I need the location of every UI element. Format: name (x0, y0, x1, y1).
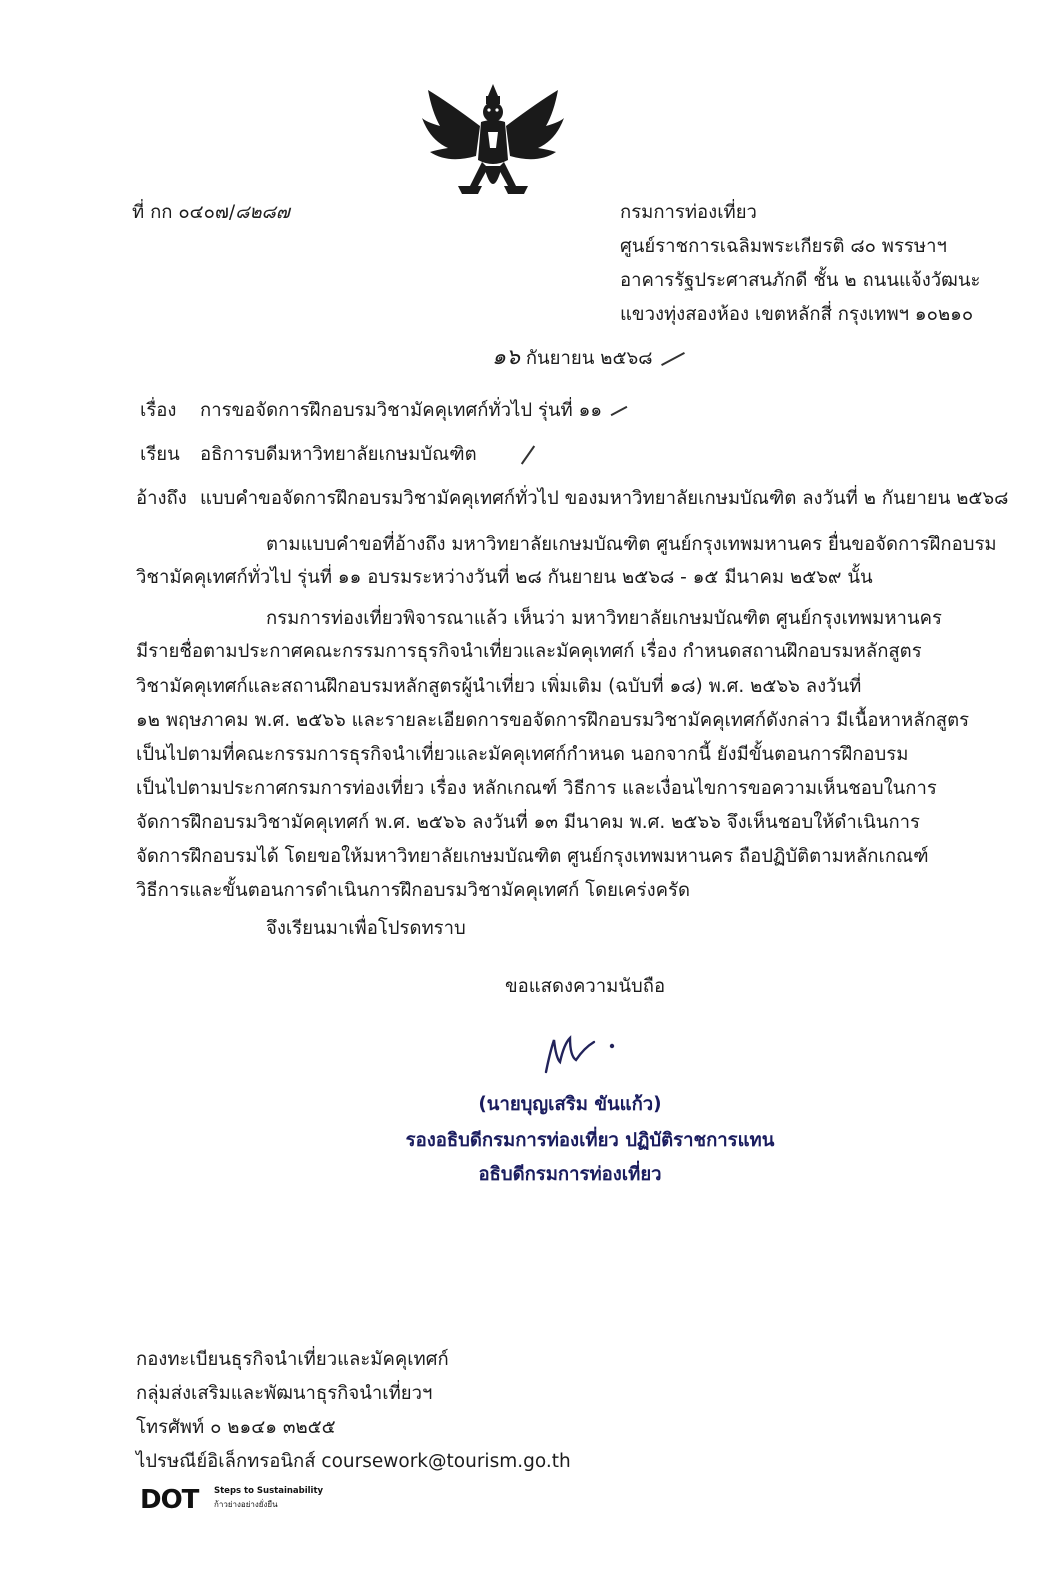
check-mark-icon (521, 445, 535, 464)
agency-address-line2: อาคารรัฐประศาสนภักดี ชั้น ๒ ถนนแจ้งวัฒนะ (620, 270, 981, 291)
date-month-year: กันยายน ๒๕๖๘ (519, 348, 653, 369)
body-paragraph-2-line-2: มีรายชื่อตามประกาศคณะกรรมการธุรกิจนำเที่ยวและมัคคุเทศก์ เรื่อง กำหนดสถานฝึกอบรมหลักสูตร (136, 641, 922, 662)
body-paragraph-2-line-9: วิธีการและขั้นตอนการดำเนินการฝึกอบรมวิชามัคคุเทศก์ โดยเคร่งครัด (136, 880, 690, 901)
body-paragraph-2-line-7: จัดการฝึกอบรมวิชามัคคุเทศก์ พ.ศ. ๒๕๖๖ ลงวันที่ ๑๓ มีนาคม พ.ศ. ๒๕๖๖ จึงเห็นชอบให้ดำเนินการ (136, 812, 920, 833)
subject-label: เรื่อง (140, 400, 177, 421)
footer-division: กองทะเบียนธุรกิจนำเที่ยวและมัคคุเทศก์ (136, 1349, 449, 1370)
subject-text (200, 398, 628, 424)
footer-email: ไปรษณีย์อิเล็กทรอนิกส์ coursework@tourism.go.th (136, 1451, 571, 1472)
signer-name: (นายบุญเสริม ขันแก้ว) (478, 1094, 662, 1115)
body-paragraph-1-line-1: ตามแบบคำขอที่อ้างถึง มหาวิทยาลัยเกษมบัณฑิต ศูนย์กรุงเทพมหานคร ยื่นขอจัดการฝึกอบรม (266, 534, 997, 555)
reference-number (132, 200, 290, 226)
dot-logo-tagline: Steps to Sustainability (214, 1486, 324, 1496)
body-paragraph-2-line-3: วิชามัคคุเทศก์และสถานฝึกอบรมหลักสูตรผู้นำเที่ยว เพิ่มเติม (ฉบับที่ ๑๘) พ.ศ. ๒๕๖๖ ลงวันที่ (136, 676, 862, 697)
check-mark-icon (611, 406, 628, 416)
agency-address-line3: แขวงทุ่งสองห้อง เขตหลักสี่ กรุงเทพฯ ๑๐๒๑๐ (620, 304, 974, 325)
letter-date (492, 345, 686, 372)
agency-name: กรมการท่องเที่ยว (620, 202, 757, 223)
recipient-value: อธิการบดีมหาวิทยาลัยเกษมบัณฑิต (200, 444, 477, 465)
signer-position-line2: อธิบดีกรมการท่องเที่ยว (478, 1164, 662, 1185)
body-paragraph-2-line-6: เป็นไปตามประกาศกรมการท่องเที่ยว เรื่อง หลักเกณฑ์ วิธีการ และเงื่อนไขการขอความเห็นชอบในการ (136, 778, 937, 799)
footer-phone: โทรศัพท์ ๐ ๒๑๔๑ ๓๒๕๕ (136, 1417, 336, 1438)
check-mark-icon (662, 352, 686, 366)
signer-position-line1: รองอธิบดีกรมการท่องเที่ยว ปฏิบัติราชการแทน (405, 1130, 775, 1151)
recipient-label: เรียน (140, 444, 180, 465)
dot-logo-letters: DOT (140, 1485, 199, 1515)
date-day-handwritten: ๑๖ (492, 345, 520, 370)
garuda-emblem-icon (418, 82, 568, 212)
reference-handwritten-number: ๘๒๘๗ (235, 202, 290, 223)
footer-group: กลุ่มส่งเสริมและพัฒนาธุรกิจนำเที่ยวฯ (136, 1383, 433, 1404)
body-paragraph-2-line-4: ๑๒ พฤษภาคม พ.ศ. ๒๕๖๖ และรายละเอียดการขอจัดการฝึกอบรมวิชามัคคุเทศก์ดังกล่าว มีเนื้อหาหลักสูตร (136, 710, 970, 731)
reference-label: อ้างถึง (136, 488, 187, 509)
closing-salutation: ขอแสดงความนับถือ (505, 976, 666, 997)
body-paragraph-3: จึงเรียนมาเพื่อโปรดทราบ (266, 918, 466, 939)
agency-address-line1: ศูนย์ราชการเฉลิมพระเกียรติ ๘๐ พรรษาฯ (620, 236, 947, 257)
dot-logo (140, 1484, 360, 1516)
reference-text: แบบคำขอจัดการฝึกอบรมวิชามัคคุเทศก์ทั่วไป ของมหาวิทยาลัยเกษมบัณฑิต ลงวันที่ ๒ กันยายน ๒๕๖๘ (200, 488, 1009, 509)
body-paragraph-1-line-2: วิชามัคคุเทศก์ทั่วไป รุ่นที่ ๑๑ อบรมระหว่างวันที่ ๒๘ กันยายน ๒๕๖๘ - ๑๕ มีนาคม ๒๕๖๙ นั้น (136, 567, 873, 588)
reference-prefix: ที่ กก ๐๔๐๗/ (132, 202, 236, 223)
body-paragraph-2-line-5: เป็นไปตามที่คณะกรรมการธุรกิจนำเที่ยวและมัคคุเทศก์กำหนด นอกจากนี้ ยังมีขั้นตอนการฝึกอบรม (136, 744, 909, 765)
subject-value: การขอจัดการฝึกอบรมวิชามัคคุเทศก์ทั่วไป รุ่นที่ ๑๑ (200, 400, 603, 421)
dot-logo-tagline-thai: ก้าวย่างอย่างยั่งยืน (214, 1500, 278, 1509)
body-paragraph-2-line-1: กรมการท่องเที่ยวพิจารณาแล้ว เห็นว่า มหาวิทยาลัยเกษมบัณฑิต ศูนย์กรุงเทพมหานคร (266, 608, 942, 629)
recipient-text (200, 442, 539, 468)
signature-mark (540, 1032, 630, 1080)
body-paragraph-2-line-8: จัดการฝึกอบรมได้ โดยขอให้มหาวิทยาลัยเกษมบัณฑิต ศูนย์กรุงเทพมหานคร ถือปฏิบัติตามหลักเกณฑ์ (136, 846, 929, 867)
